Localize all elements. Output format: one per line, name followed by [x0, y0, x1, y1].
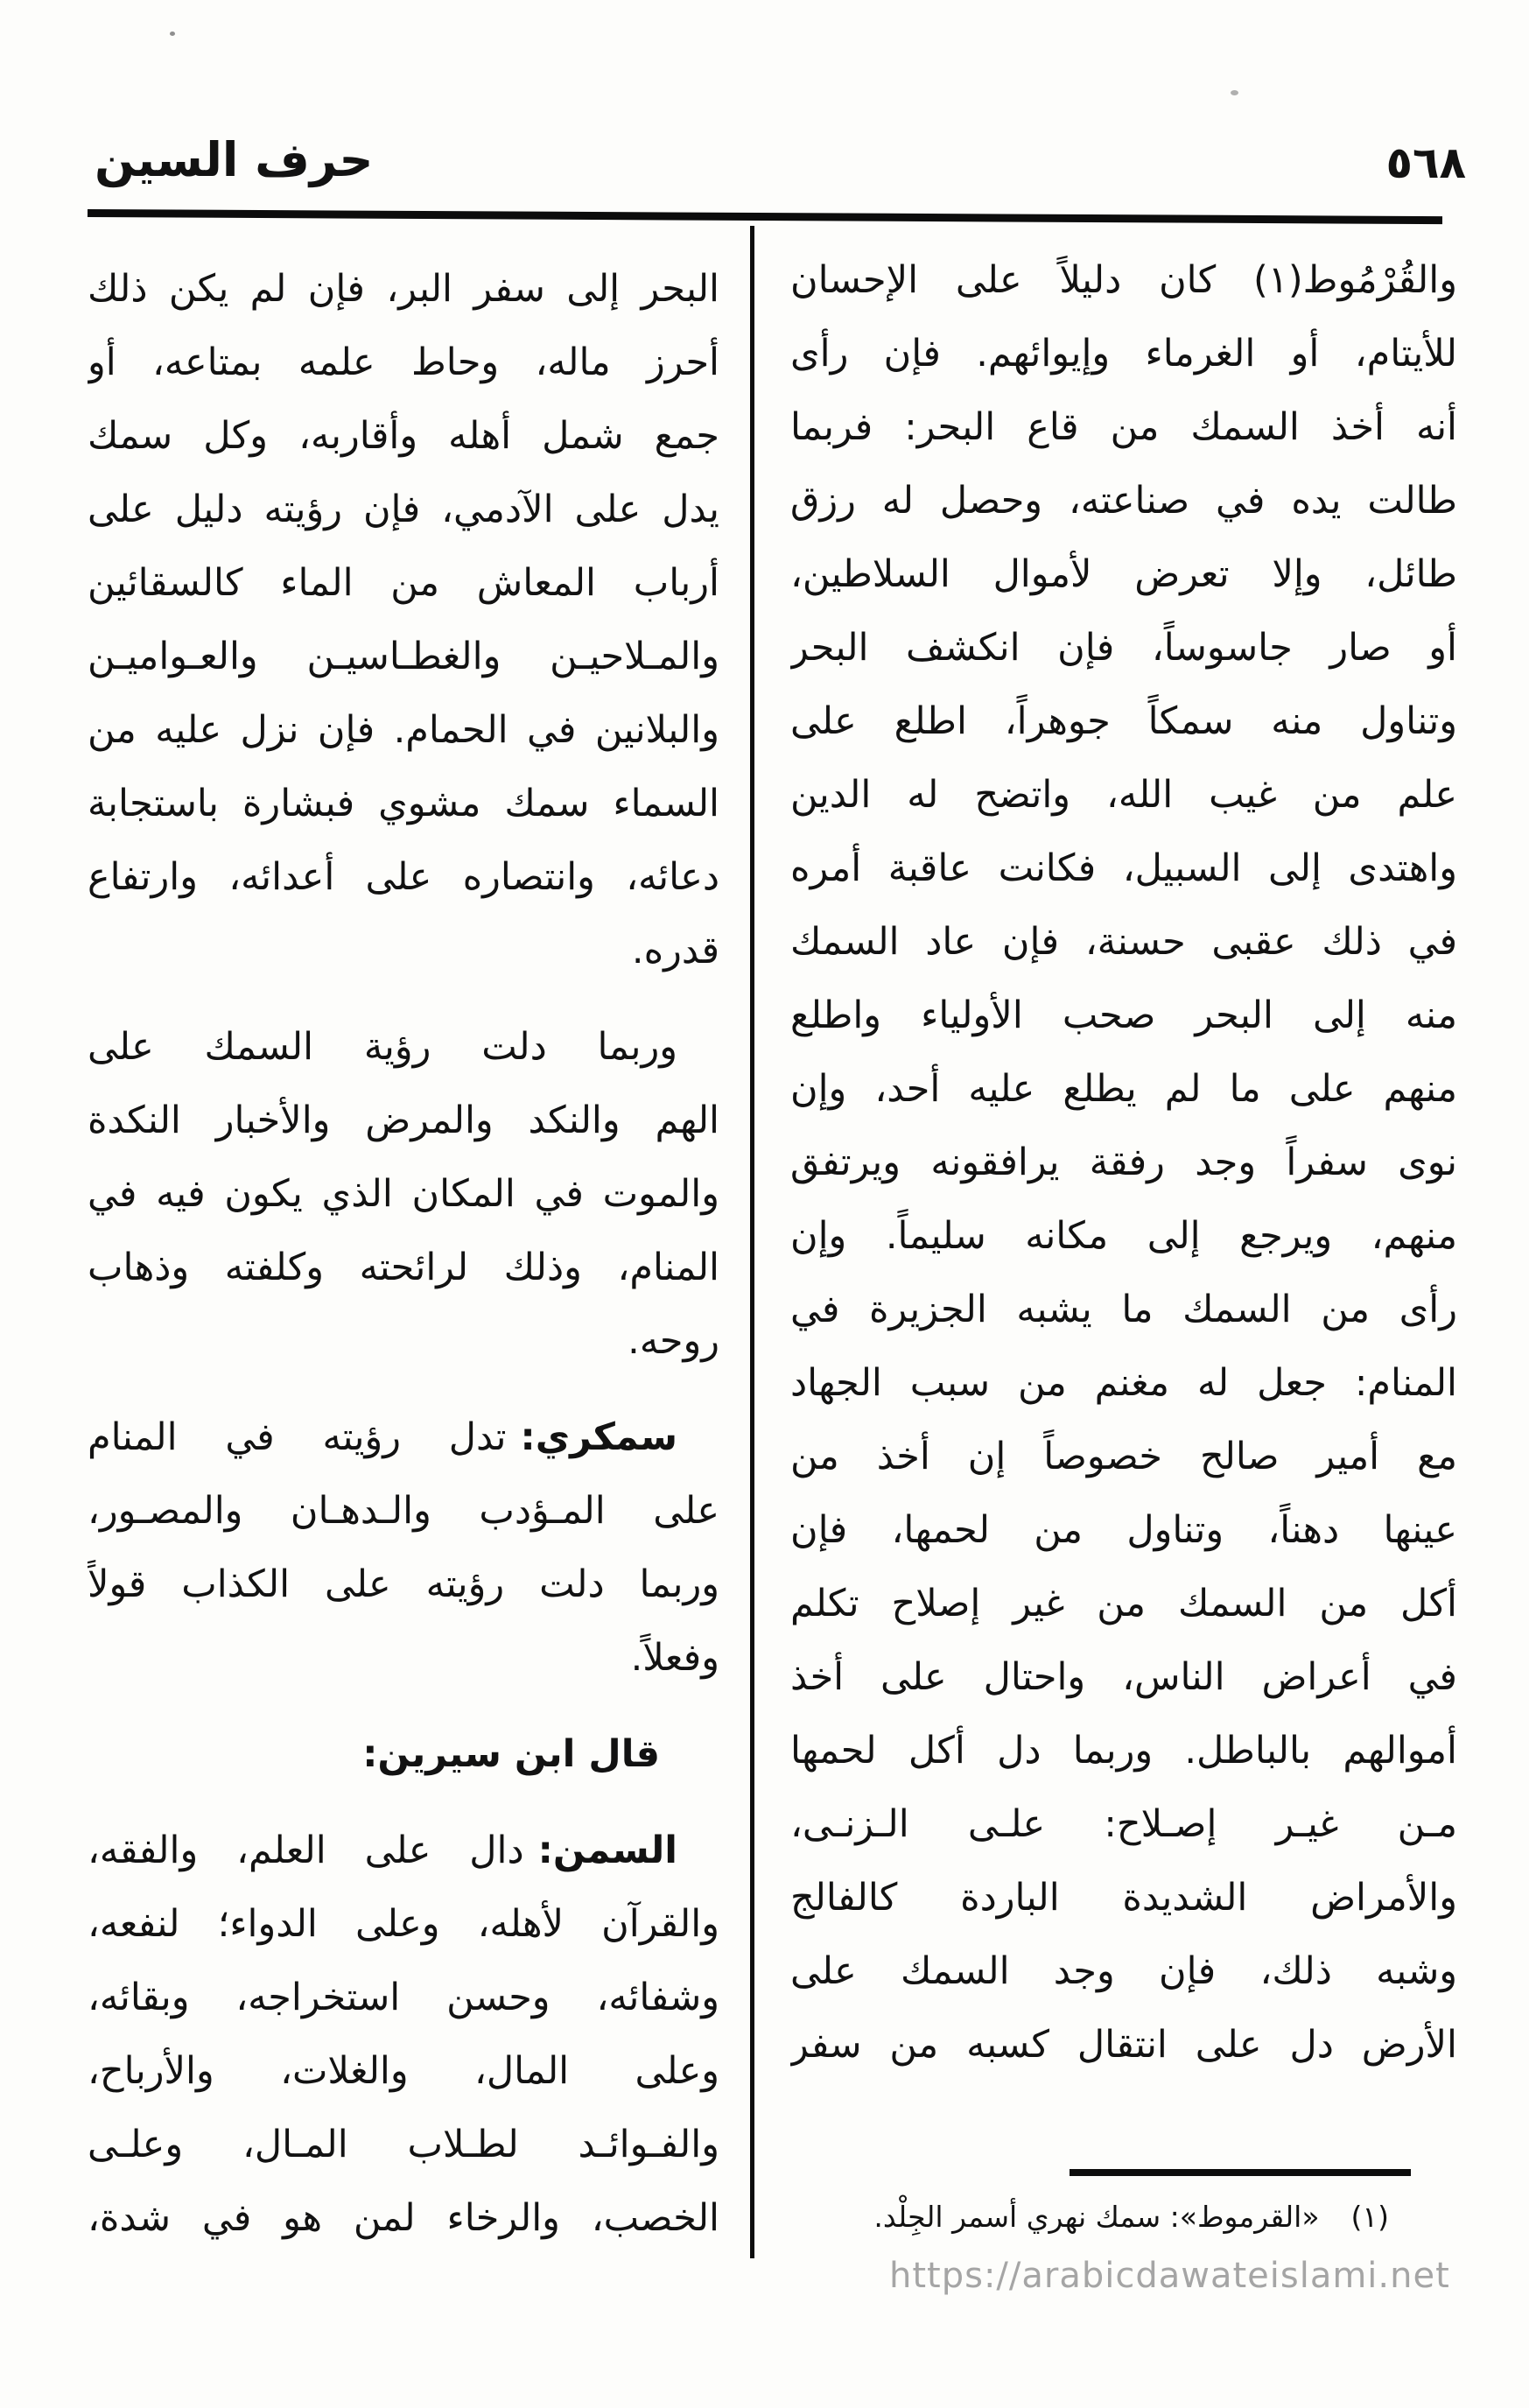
- line-text: السماء سمك مشوي فبشارة باستجابة: [88, 782, 719, 825]
- right-column: [790, 243, 1457, 2082]
- text-line: [88, 1717, 719, 1791]
- line-text: وربما دلت رؤيته على الكذاب قولاً: [88, 1562, 719, 1606]
- line-text: مع أمير صالح خصوصاً إن أخذ من: [790, 1435, 1457, 1478]
- line-text: في أعراض الناس، واحتال على أخذ: [790, 1655, 1457, 1699]
- text-line: [790, 1861, 1457, 1934]
- text-line: [790, 1493, 1457, 1567]
- bold-lead-word: سمكري:: [520, 1415, 677, 1459]
- line-text: روحه.: [628, 1319, 719, 1363]
- text-line: [790, 1567, 1457, 1640]
- text-line: [88, 2108, 719, 2181]
- text-line: [88, 914, 719, 987]
- line-text: والقرآن لأهله، وعلى الدواء؛ لنفعه،: [88, 1902, 719, 1946]
- text-line: [790, 758, 1457, 832]
- line-text: للأيتام، أو الغرماء وإيوائهم. فإن رأى: [790, 332, 1457, 376]
- text-line: [88, 1961, 719, 2034]
- text-line: [790, 1787, 1457, 1861]
- line-text: المنام، وذلك لرائحته وكلفته وذهاب: [88, 1246, 719, 1289]
- text-line: [790, 2008, 1457, 2082]
- line-text: عينها دهناً، وتناول من لحمها، فإن: [790, 1508, 1457, 1552]
- text-line: [790, 390, 1457, 464]
- line-text: واهتدى إلى السبيل، فكانت عاقبة أمره: [790, 846, 1457, 890]
- text-line: [88, 1157, 719, 1231]
- line-text: قدره.: [631, 929, 719, 972]
- line-text: نوى سفراً وجد رفقة يرافقونه ويرتفق: [790, 1141, 1457, 1184]
- line-text: وشبه ذلك، فإن وجد السمك على: [790, 1949, 1457, 1993]
- text-line: [88, 1401, 719, 1474]
- text-line: [790, 1052, 1457, 1126]
- text-line: [790, 1199, 1457, 1273]
- line-text: أو صار جاسوساً، فإن انكشف البحر: [790, 626, 1457, 670]
- line-text: أموالهم بالباطل. وربما دل أكل لحمها: [790, 1729, 1457, 1773]
- text-line: [790, 317, 1457, 390]
- text-line: [88, 840, 719, 914]
- text-line: [88, 252, 719, 326]
- line-text: مـن غيـر إصـلاح: علـى الـزنـى،: [790, 1802, 1457, 1846]
- text-line: [790, 537, 1457, 611]
- text-line: [88, 2181, 719, 2255]
- line-text: منهم على ما لم يطلع عليه أحد، وإن: [790, 1067, 1457, 1111]
- line-text: دال على العلم، والفقه،: [88, 1829, 524, 1872]
- footnote: [792, 2190, 1389, 2244]
- text-line: [790, 1714, 1457, 1787]
- line-text: المنام: جعل له مغنم من سبب الجهاد: [790, 1361, 1457, 1405]
- text-line: [88, 1548, 719, 1621]
- text-line: [88, 1887, 719, 1961]
- text-line: [88, 1231, 719, 1304]
- text-line: [88, 1010, 719, 1084]
- text-line: [88, 1474, 719, 1548]
- text-line: [790, 1420, 1457, 1493]
- line-text: والفـوائـد لطـلاب المـال، وعلـى: [88, 2123, 719, 2166]
- footnote-marker: (١): [1350, 2200, 1389, 2234]
- scan-speck: [170, 32, 175, 36]
- line-text: الأرض دل على انتقال كسبه من سفر: [790, 2023, 1457, 2067]
- line-text: قال ابن سيرين:: [362, 1732, 660, 1776]
- column-divider: [750, 226, 754, 2258]
- text-line: [88, 620, 719, 693]
- text-line: [88, 1621, 719, 1695]
- text-line: [88, 767, 719, 840]
- text-line: [790, 832, 1457, 905]
- line-text: رأى من السمك ما يشبه الجزيرة في: [790, 1288, 1457, 1331]
- text-line: [88, 1814, 719, 1887]
- line-text: منهم، ويرجع إلى مكانه سليماً. وإن: [790, 1214, 1457, 1258]
- line-text: منه إلى البحر صحب الأولياء واطلع: [790, 993, 1457, 1037]
- line-text: يدل على الآدمي، فإن رؤيته دليل على: [88, 488, 719, 531]
- text-line: [88, 1084, 719, 1157]
- line-text: تدل رؤيته في المنام: [88, 1415, 507, 1459]
- left-column: [88, 252, 719, 2255]
- line-text: أحرز ماله، وحاط علمه بمتاعه، أو: [88, 340, 719, 384]
- line-text: أكل من السمك من غير إصلاح تكلم: [790, 1582, 1457, 1625]
- text-line: [790, 464, 1457, 537]
- text-line: [790, 1640, 1457, 1714]
- footnote-separator-rule: [1070, 2169, 1411, 2176]
- scan-speck: [1231, 90, 1238, 95]
- line-text: البحر إلى سفر البر، فإن لم يكن ذلك: [88, 267, 719, 311]
- text-line: [88, 473, 719, 546]
- header-rule: [88, 209, 1442, 224]
- line-text: والأمراض الشديدة الباردة كالفالج: [790, 1876, 1457, 1920]
- line-text: وتناول منه سمكاً جوهراً، اطلع على: [790, 699, 1457, 743]
- line-text: على المـؤدب والـدهـان والمصـور،: [88, 1489, 719, 1533]
- watermark-url: https://arabicdawateislami.net: [889, 2256, 1450, 2296]
- text-line: [790, 611, 1457, 684]
- text-line: [790, 979, 1457, 1052]
- line-text: والموت في المكان الذي يكون فيه في: [88, 1172, 719, 1216]
- line-text: طائل، وإلا تعرض لأموال السلاطين،: [790, 552, 1457, 596]
- text-line: [790, 684, 1457, 758]
- line-text: طالت يده في صناعته، وحصل له رزق: [790, 479, 1457, 523]
- text-line: [88, 546, 719, 620]
- text-line: [790, 1126, 1457, 1199]
- text-line: [790, 1346, 1457, 1420]
- text-line: [790, 243, 1457, 317]
- page-number: ٥٦٨: [1385, 137, 1466, 188]
- line-text: الخصب، والرخاء لمن هو في شدة،: [88, 2196, 719, 2240]
- text-line: [790, 905, 1457, 979]
- line-text: وشفائه، وحسن استخراجه، وبقائه،: [88, 1976, 719, 2019]
- text-line: [88, 399, 719, 473]
- line-text: والقُرْمُوط(١) كان دليلاً على الإحسان: [790, 258, 1457, 302]
- text-line: [790, 1273, 1457, 1346]
- line-text: والمـلاحيـن والغطـاسيـن والعـواميـن: [88, 635, 719, 678]
- line-text: علم من غيب الله، واتضح له الدين: [790, 773, 1457, 817]
- line-text: والبلانين في الحمام. فإن نزل عليه من: [88, 708, 719, 752]
- text-line: [790, 1934, 1457, 2008]
- text-line: [88, 1304, 719, 1378]
- line-text: وربما دلت رؤية السمك على: [88, 1025, 677, 1069]
- line-text: أرباب المعاش من الماء كالسقائين: [88, 561, 719, 605]
- bold-lead-word: السمن:: [537, 1829, 677, 1872]
- line-text: في ذلك عقبى حسنة، فإن عاد السمك: [790, 920, 1457, 964]
- text-line: [88, 693, 719, 767]
- line-text: دعائه، وانتصاره على أعدائه، وارتفاع: [88, 855, 719, 899]
- footnote-text: «القرموط»: سمك نهري أسمر الجِلْد.: [873, 2200, 1320, 2234]
- line-text: وفعلاً.: [630, 1636, 719, 1680]
- line-text: وعلى المال، والغلات، والأرباح،: [88, 2049, 719, 2093]
- section-title: حرف السين: [95, 132, 374, 187]
- text-line: [88, 2034, 719, 2108]
- line-text: جمع شمل أهله وأقاربه، وكل سمك: [88, 414, 719, 458]
- line-text: الهم والنكد والمرض والأخبار النكدة: [88, 1099, 719, 1142]
- line-text: أنه أخذ السمك من قاع البحر: فربما: [790, 405, 1457, 449]
- text-line: [88, 326, 719, 399]
